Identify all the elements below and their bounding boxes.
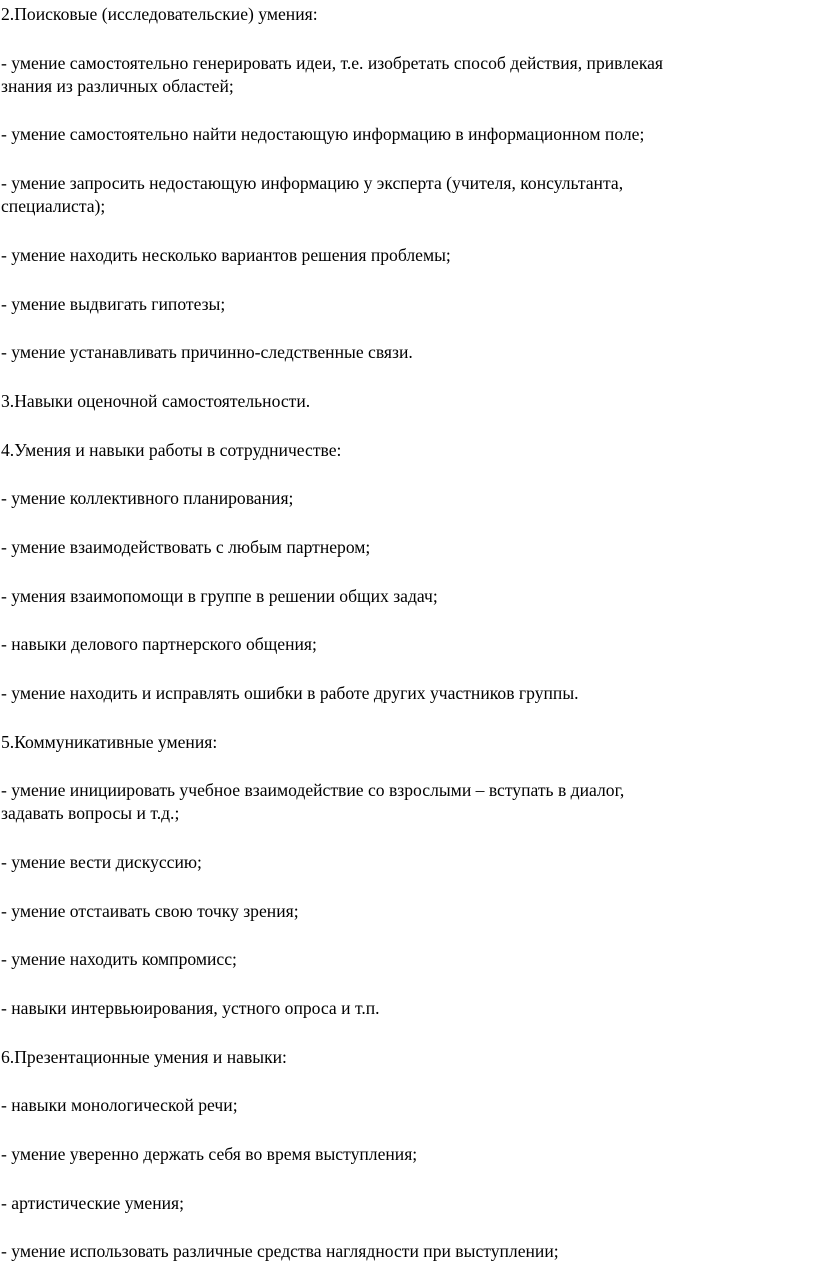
list-item-line: специалиста); — [1, 196, 106, 216]
list-item-line: - умение самостоятельно генерировать идеи, т.е. изобретать способ действия, привлекая — [1, 53, 664, 73]
list-item-line: знания из различных областей; — [1, 76, 234, 96]
list-item-line: - навыки интервьюирования, устного опроса и т.п. — [1, 998, 380, 1018]
list-item-line: - умение использовать различные средства наглядности при выступлении; — [1, 1241, 559, 1261]
list-item-line: - артистические умения; — [1, 1193, 185, 1213]
list-item-line: - умение находить и исправлять ошибки в работе других участников группы. — [1, 683, 579, 703]
list-item-line: - умение отстаивать свою точку зрения; — [1, 901, 299, 921]
list-item-line: - навыки делового партнерского общения; — [1, 634, 317, 654]
heading-self-evaluation: 3.Навыки оценочной самостоятельности. — [1, 391, 311, 411]
list-item-line: - умение запросить недостающую информацию у эксперта (учителя, консультанта, — [1, 173, 624, 193]
heading-communication: 5.Коммуникативные умения: — [1, 732, 218, 752]
list-item-line: задавать вопросы и т.д.; — [1, 803, 180, 823]
list-item-line: - умение вести дискуссию; — [1, 852, 202, 872]
list-item-line: - умение взаимодействовать с любым партнером; — [1, 537, 371, 557]
list-item-line: - умение находить компромисс; — [1, 949, 237, 969]
list-item-line: - умение коллективного планирования; — [1, 488, 294, 508]
list-item-line: - умение самостоятельно найти недостающую информацию в информационном поле; — [1, 124, 645, 144]
list-item-line: - умение выдвигать гипотезы; — [1, 294, 226, 314]
heading-search-skills: 2.Поисковые (исследовательские) умения: — [1, 4, 318, 24]
list-item-line: - умение уверенно держать себя во время выступления; — [1, 1144, 418, 1164]
list-item-line: - умение инициировать учебное взаимодействие со взрослыми – вступать в диалог, — [1, 780, 625, 800]
list-item-line: - навыки монологической речи; — [1, 1095, 238, 1115]
heading-presentation: 6.Презентационные умения и навыки: — [1, 1047, 287, 1067]
list-item-line: - умение устанавливать причинно-следственные связи. — [1, 342, 413, 362]
heading-cooperation: 4.Умения и навыки работы в сотрудничестве: — [1, 440, 342, 460]
list-item-line: - умение находить несколько вариантов решения проблемы; — [1, 245, 451, 265]
list-item-line: - умения взаимопомощи в группе в решении общих задач; — [1, 586, 438, 606]
